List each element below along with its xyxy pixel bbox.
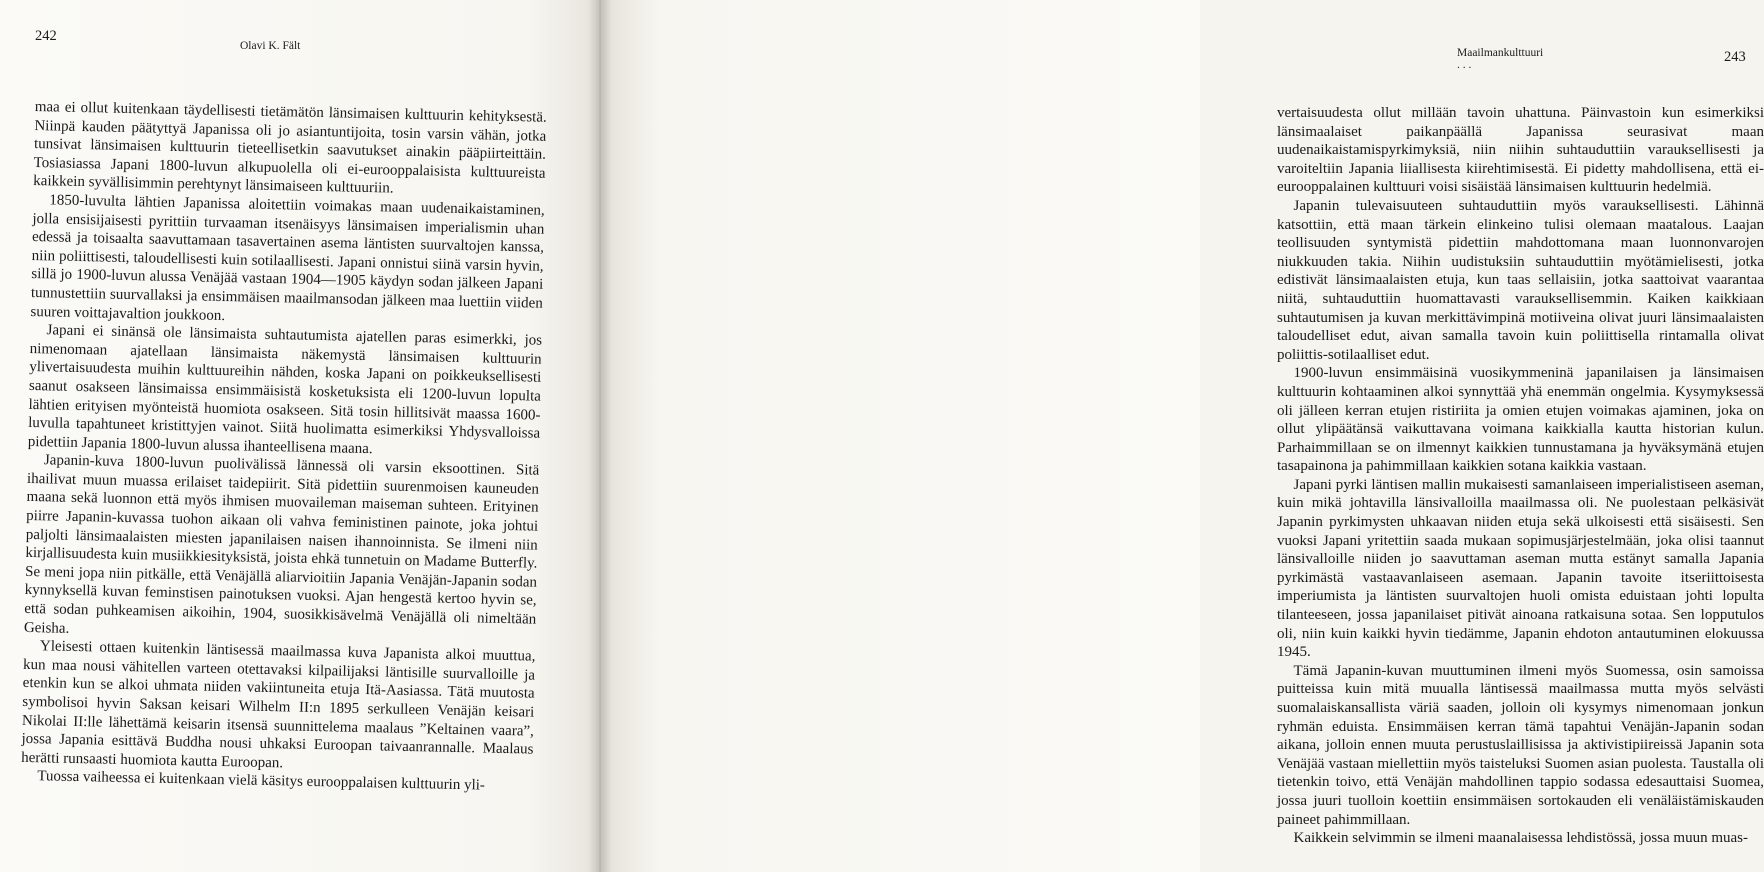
paragraph: Japanin-kuva 1800-luvun puolivälissä lännessä oli varsin eksoottinen. Sitä ihailivat muun muassa erilaiset taidepiirit. Sitä pidettiin suurenmoisen kauneuden maana sekä luonnon että myös ihmisen muovaileman maiseman suhteen. Erityinen piirre Japanin-kuvassa tuohon aikaan oli vahva feministinen painote, joka johtui paljolti länsimaalaisten miesten japanilaisen naisen ihannoinnista. Se ilmeni niin kirjallisuudesta kuin musiikkiesityksistä, joista ehkä tunnetuin on Madame Butterfly. Se meni jopa niin pitkälle, että Venäjällä aliarvioitiin Japania Venäjän-Japanin sodan kynnyksellä kuvan feminstisen painotuksen vuoksi. Ajan hengestä kertoo hyvin se, että sodan puhkeamisen aikoihin, 1904, suosikkisävelmä Venäjällä oli nimeltään Geisha. — [23, 452, 540, 637]
page-number: 242 — [35, 28, 57, 44]
paragraph: Japani ei sinänsä ole länsimaista suhtautumista ajatellen paras esimerkki, jos nimenomaan ajatellaan länsimaista näkemystä länsimaisen kulttuurin ylivertaisuudesta muihin kulttuureihin nähden, koska Japani on poikkeuksellisesti saanut osakseen länsimaissa ensimmäisistä kosketuksista eli 1200-luvun lopulta lähtien erityisen myönteistä huomiota osakseen. Sitä tosin hillitsivät maassa 1600-luvulla tapahtuneet kristittyjen vainot. Siitä huolimatta esimerkiksi Yhdysvalloissa pidettiin Japania 1800-luvun alussa ihanteellisena maana. — [27, 322, 543, 457]
paragraph: vertaisuudesta ollut millään tavoin uhattuna. Päinvastoin kun esimerkiksi länsimaalaiset paikanpäällä Japanissa seurasivat maan uudenaikaistamispyrkimyksiä, niin niihin suhtauduttiin varauksellisesti ja varoiteltiin Japania liiallisesta kiirehtimisestä. Ei pidetty mahdollisena, että ei-eurooppalainen kulttuuri voisi sisäistää länsimaisen kulttuurin hedelmiä. — [1277, 105, 1764, 196]
paragraph: Japanin tulevaisuuteen suhtauduttiin myös varauksellisesti. Lähinnä katsottiin, että maan tärkein elinkeino tulisi olemaan maatalous. Laajan teollisuuden syntymistä pidettiin mahdottomana maan luonnonvarojen niukkuuden takia. Niihin uudistuksiin suhtauduttiin myötämielisesti, jotka edistivät länsimaalaisten etuja, kun taas sellaisiin, jotka saattoivat vaarantaa niitä, suhtauduttiin huomattavasti varauksellisemmin. Kaiken kaikkiaan suhtautumisen ja kuvan merkittävimpinä motiiveina olivat juuri länsimaalaisten taloudelliset edut, aivan samalla tavoin kuin poliittisella rintamalla olivat poliittis-sotilaalliset edut. — [1277, 197, 1764, 363]
running-head: Olavi K. Fält — [240, 40, 301, 52]
paragraph: 1900-luvun ensimmäisinä vuosikymmeninä japanilaisen ja länsimaisen kulttuurin kohtaaminen alkoi synnyttää yhä enemmän ongelmia. Kysymyksessä oli jälleen kerran etujen ristiriita ja omien etujen voimakas ajaminen, joka on ollut ylipäätänsä vaikuttavana voimana kaikkialla kautta historian kulun. Parhaimmillaan se on ilmennyt kaikkien tunnustamana ja hyväksymänä etujen tasapainona ja pahimmillaan kaikkien sotana kaikkia vastaan. — [1277, 365, 1764, 475]
body-text — [1277, 104, 1764, 848]
left-page — [0, 0, 600, 872]
body-text — [21, 98, 547, 797]
paragraph: Tuossa vaiheessa ei kuitenkaan vielä käsitys eurooppalaisen kulttuurin yli- — [37, 768, 486, 794]
paragraph: maa ei ollut kuitenkaan täydellisesti tietämätön länsimaisen kulttuurin kehityksestä. Niinpä kauden päätyttyä Japanissa oli jo asiantuntijoita, tosin varsin vähän, jotka tunsivat länsimaisen kulttuurin tieteellisetkin saavutukset ainakin pääpiirteittäin. Tosiasiassa Japani 1800-luvun alkupuolella oli ei-eurooppalaisista kulttuureista kaikkein syvällisimmin perehtynyt länsimaiseen kulttuuriin. — [33, 98, 547, 197]
paragraph: Tämä Japanin-kuvan muuttuminen ilmeni myös Suomessa, osin samoissa puitteissa kuin mitä muualla läntisessä maailmassa mutta myös selvästi suomalaiskansallista väriä saaden, jolloin oli kysymys nimenomaan jonkun ryhmän eduista. Ensimmäisen kerran tämä tapahtui Venäjän-Japanin sodan aikana, jolloin ennen muuta perustuslaillisissa ja aktivistipiireissä Japanin sota Venäjää vastaan miellettiin myös taisteluksi Suomen asian puolesta. Taustalla oli tietenkin toivo, että Venäjän mahdollinen tappio sodassa edesauttaisi Suomea, jossa juuri tuolloin koettiin ensimmäisen sortokauden eli venäläistämiskauden paineet pahimmillaan. — [1277, 662, 1764, 828]
right-page — [600, 0, 1764, 872]
page-number: 243 — [1724, 49, 1746, 65]
paragraph: Japani pyrki läntisen mallin mukaisesti samanlaiseen imperialistiseen aseman, kuin mikä johtavilla länsivalloilla maailmassa oli. Ne puolestaan pelkäsivät Japanin pyrkimysten uhkaavan niiden etuja sekä ulkoisesti että sisäisesti. Sen vuoksi Japani yritettiin saada mukaan sopimusjärjestelmään, joka olisi taannut länsivalloille niiden jo saavuttaman aseman mutta estänyt samalla Japania pyrkimästä vastaavanlaiseen asemaan. Japanin tavoite itseriittoisesta imperiumista ja läntisten suurvaltojen huoli omista eduistaan johti lopulta tilanteeseen, jossa japanilaiset pitivät ainoana ratkaisuna sotaa. Sen lopputulos oli, niin kuin kaikki hyvin tiedämme, Japanin ehdoton antautuminen elokuussa 1945. — [1277, 476, 1764, 661]
paragraph: Kaikkein selvimmin se ilmeni maanalaisessa lehdistössä, jossa muun muas- — [1293, 830, 1749, 847]
paragraph: 1850-luvulta lähtien Japanissa aloitettiin voimakas maan uudenaikaistaminen, jolla ensisijaisesti pyrittiin turvaaman itsenäisyys länsimaisen imperialismin uhan edessä ja toisaalta saavuttamaan tasavertainen asema läntisten suurvaltojen kanssa, niin poliittisesti, taloudellisesti kuin sotilaallisesti. Japani onnistui siinä varsin hyvin, sillä jo 1900-luvun alussa Venäjää vastaan 1904—1905 käydyn sodan jälkeen Japani tunnustettiin suurvallaksi ja ensimmäisen maailmansodan jälkeen maa luettiin viiden suuren voittajavaltion joukkoon. — [30, 192, 545, 324]
running-head: Maailmankulttuuri . . . — [1457, 47, 1544, 71]
paragraph: Yleisesti ottaen kuitenkin läntisessä maailmassa kuva Japanista alkoi muuttua, kun maa nousi vähitellen varteen otettavaksi kilpailijaksi läntisille suurvalloille ja etenkin kun se alkoi uhmata niiden vakiintuneita etuja Itä-Aasiassa. Tätä muutosta symbolisoi hyvin Saksan keisari Wilhelm II:n 1895 serkulleen Venäjän keisari Nikolai II:lle lähettämä keisarin itsensä suunnittelema maalaus ”Keltainen vaara”, jossa Japania esittävä Buddha nousi uhkaksi Euroopan taivaanrannalle. Maalaus herätti runsaasti huomiota kautta Euroopan. — [21, 638, 536, 772]
